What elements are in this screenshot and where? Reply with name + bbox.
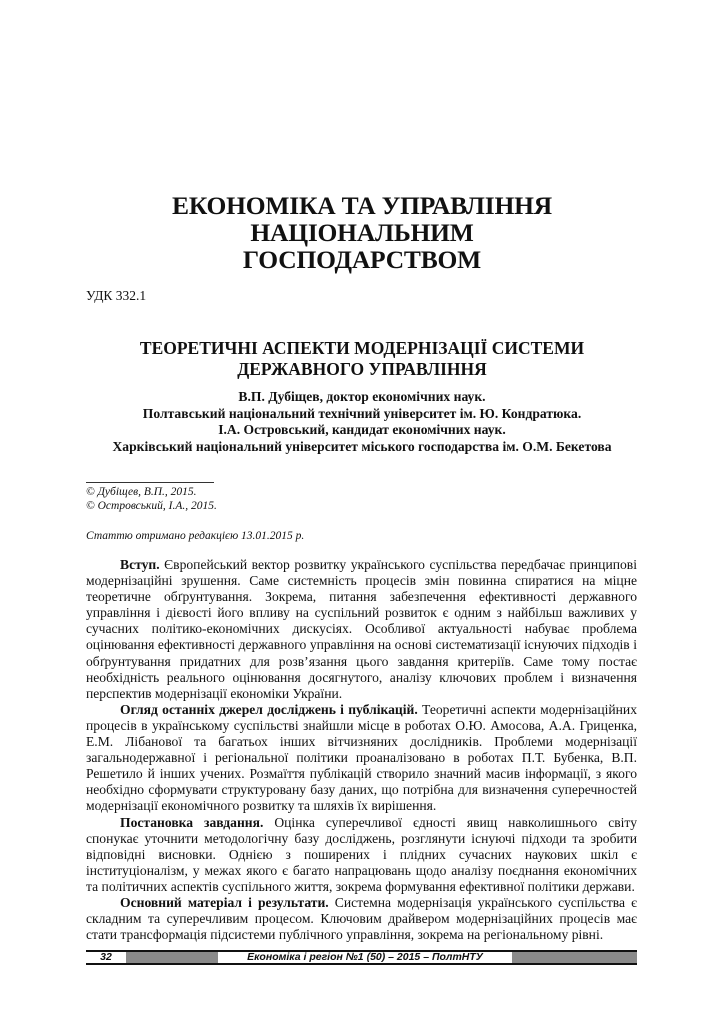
paragraph-lead: Основний матеріал і результати. (120, 894, 329, 910)
paragraph-lead: Постановка завдання. (120, 814, 264, 830)
copyright-1: © Дубіщев, В.П., 2015. (86, 486, 197, 498)
paragraph-main-results (86, 895, 637, 943)
page-number: 32 (100, 951, 112, 963)
paragraph-text: Оцінка суперечливої єдності явищ навколишнього світу спонукає уточнити методологічну базу досліджень, розглянути існуючі підходи та зробити відповідні висновки. Однією з поширених і плідних сучасних наукових шкіл є інституціоналізм, у межах якого є багато напрацювань щодо аналізу поєднання економічних та політичних аспектів суспільного життя, зокрема формування ефективної політики держави. (86, 814, 637, 894)
footer-grey-bar-left (126, 952, 218, 963)
copyright-2: © Островський, І.А., 2015. (86, 500, 217, 512)
article-title-line-2: ДЕРЖАВНОГО УПРАВЛІННЯ (237, 359, 487, 379)
paragraph-literature-review (86, 702, 637, 815)
udc-code: УДК 332.1 (86, 288, 147, 303)
copyright-notes (86, 485, 217, 513)
affiliation-2: Харківський національний університет міського господарства ім. О.М. Бекетова (112, 438, 612, 454)
section-title-line-2: ГОСПОДАРСТВОМ (242, 245, 482, 274)
author-1: В.П. Дубіщев, доктор економічних наук. (238, 389, 486, 404)
author-2: І.А. Островський, кандидат економічних наук. (218, 422, 506, 437)
paragraph-lead: Вступ. (120, 557, 160, 572)
page-footer (86, 950, 637, 965)
journal-name: Економіка і регіон №1 (50) – 2015 – ПолтНТУ (247, 951, 483, 963)
article-title-line-1: ТЕОРЕТИЧНІ АСПЕКТИ МОДЕРНІЗАЦІЇ СИСТЕМИ (139, 338, 585, 358)
received-date: Статтю отримано редакцією 13.01.2015 р. (86, 530, 305, 542)
section-title (60, 192, 664, 273)
article-title (60, 338, 664, 380)
paragraph-introduction (86, 557, 637, 702)
paragraph-text: Системна модернізація українського суспільства є складним та суперечливим процесом. Ключовим драйвером модернізаційних процесів має стати трансформація підсистеми публічного управління, зокрема на регіональному рівні. (86, 894, 638, 943)
article-body (86, 557, 637, 943)
footnote-divider (86, 482, 214, 483)
paragraph-problem-statement (86, 815, 637, 895)
paragraph-text: Теоретичні аспекти модернізаційних процесів в українському суспільстві знайшли місце в роботах О.Ю. Амосова, А.А. Гриценка, Е.М. Лібанової та багатьох інших вітчизняних дослідників. Проблеми модернізації загальнодержавної і регіональної політики проаналізовано в роботах П.Т. Бубенка, В.П. Решетило й інших учених. Розмаїття публікацій створило значний масив інформації, з якого необхідно сформувати структуровану базу даних, що потрібна для визначення суперечностей модернізації економічного розвитку та шляхів їх вирішення. (86, 701, 637, 814)
paragraph-lead: Огляд останніх джерел досліджень і публікацій. (120, 701, 418, 717)
affiliation-1: Полтавський національний технічний університет ім. Ю. Кондратюка. (142, 405, 582, 421)
section-title-line-1: ЕКОНОМІКА ТА УПРАВЛІННЯ НАЦІОНАЛЬНИМ (172, 191, 552, 247)
paragraph-text: Європейський вектор розвитку українського суспільства передбачає принципові модернізаційні зрушення. Саме системність процесів змін повинна спиратися на міцне теоретичне обґрунтування. Зокрема, питання забезпечення ефективності державного управління і дієвості його впливу на суспільний розвиток є одним з найбільш важливих у сучасних політико-економічних дискусіях. Особливої актуальності набуває проблема оцінювання ефективності державного управління на основі систематизації існуючих підходів і обґрунтування придатних для розв’язання цього завдання критеріїв. Саме тому постає необхідність реального оцінювання досягнутого, аналізу ключових проблем і визначення перспектив модернізації економіки України. (86, 557, 637, 701)
footer-grey-bar-right (512, 952, 637, 963)
authors-block (60, 389, 664, 455)
